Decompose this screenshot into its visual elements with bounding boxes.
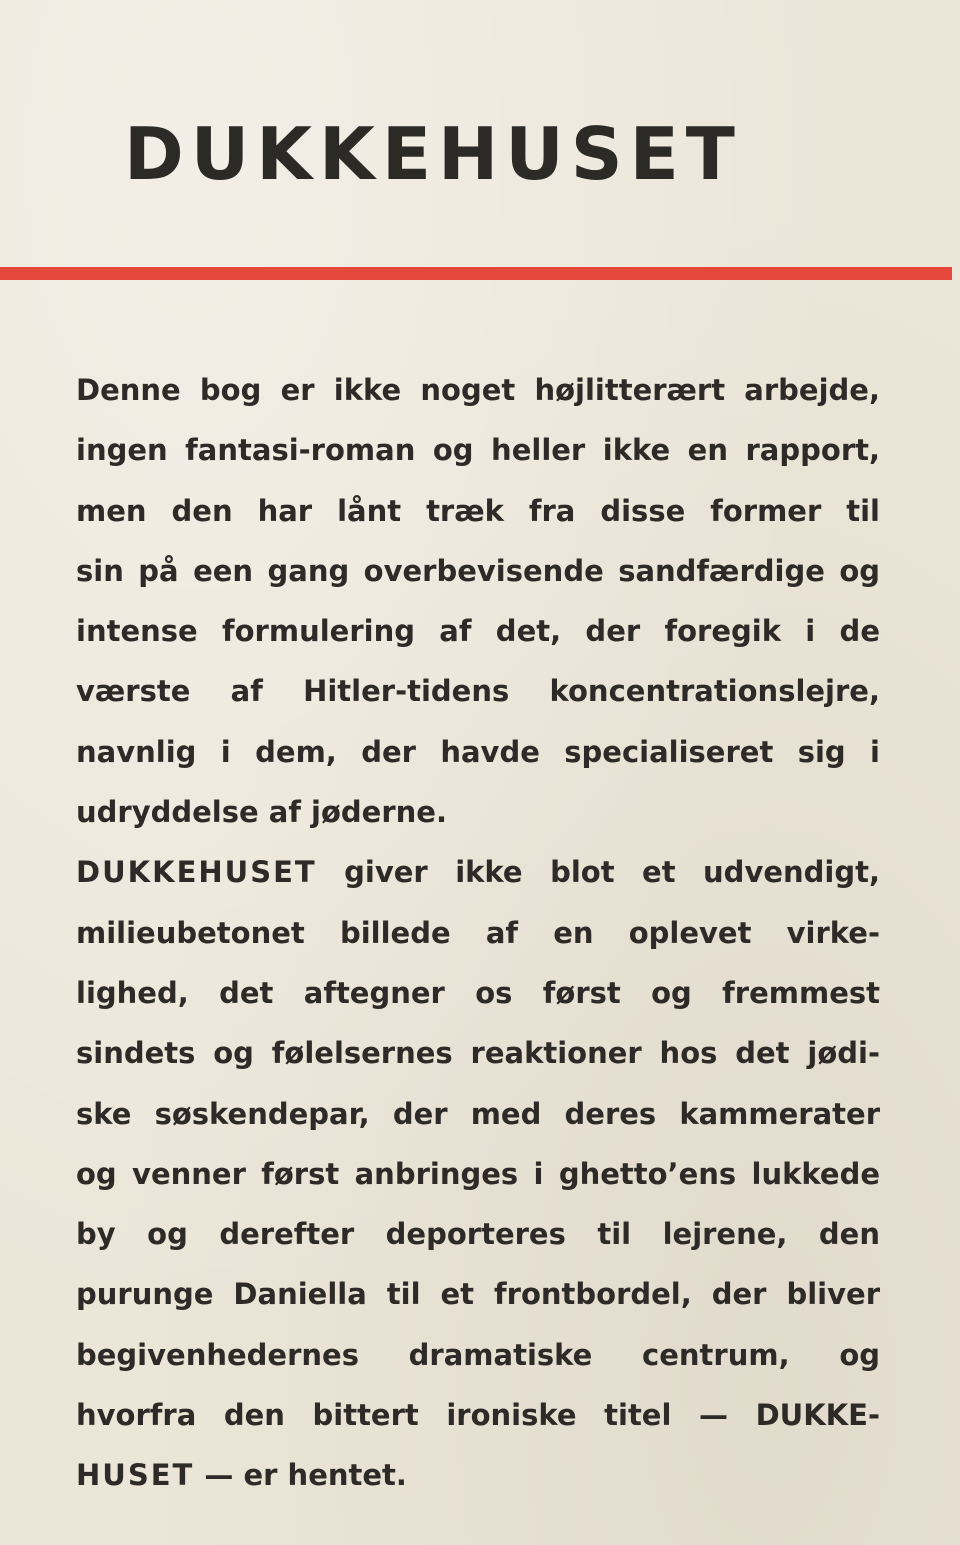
blurb-text: [76, 360, 880, 1506]
blurb-line: milieubetonet billede af en oplevet virke-: [76, 915, 880, 950]
blurb-line: ingen fantasi-roman og heller ikke en rapport,: [76, 433, 880, 468]
blurb-line: lighed, det aftegner os først og fremmest: [76, 975, 880, 1010]
blurb-line: begivenhedernes dramatiske centrum, og: [76, 1337, 880, 1372]
title-reference: DUKKEHUSET: [76, 855, 317, 890]
blurb-line: sindets og følelsernes reaktioner hos det jødi-: [76, 1036, 880, 1071]
blurb-line: men den har lånt træk fra disse former til: [76, 493, 880, 528]
blurb-line: by og derefter deporteres til lejrene, den: [76, 1217, 880, 1252]
blurb-line: udryddelse af jøderne.: [76, 795, 447, 830]
blurb-line: [76, 842, 880, 902]
title-reference: HUSET: [76, 1458, 195, 1493]
blurb-line-text: giver ikke blot et udvendigt,: [316, 855, 880, 890]
blurb-line: Denne bog er ikke noget højlitterært arbejde,: [76, 373, 880, 407]
blurb-line: hvorfra den bittert ironiske titel — DUKKE-: [76, 1398, 880, 1433]
blurb-line: ske søskendepar, der med deres kammerater: [76, 1096, 880, 1131]
blurb-line: purunge Daniella til et frontbordel, der bliver: [76, 1277, 880, 1312]
blurb-line: værste af Hitler-tidens koncentrationslejre,: [76, 674, 880, 709]
red-divider-rule: [0, 267, 952, 280]
blurb-line: og venner først anbringes i ghetto’ens lukkede: [76, 1156, 880, 1191]
blurb-line: navnlig i dem, der havde specialiseret sig i: [76, 734, 880, 769]
blurb-line: [76, 1445, 880, 1505]
book-title: DUKKEHUSET: [124, 112, 742, 196]
blurb-line: intense formulering af det, der foregik i de: [76, 614, 880, 649]
blurb-line-text: — er hentet.: [194, 1458, 407, 1493]
blurb-line: sin på een gang overbevisende sandfærdige og: [76, 553, 880, 588]
